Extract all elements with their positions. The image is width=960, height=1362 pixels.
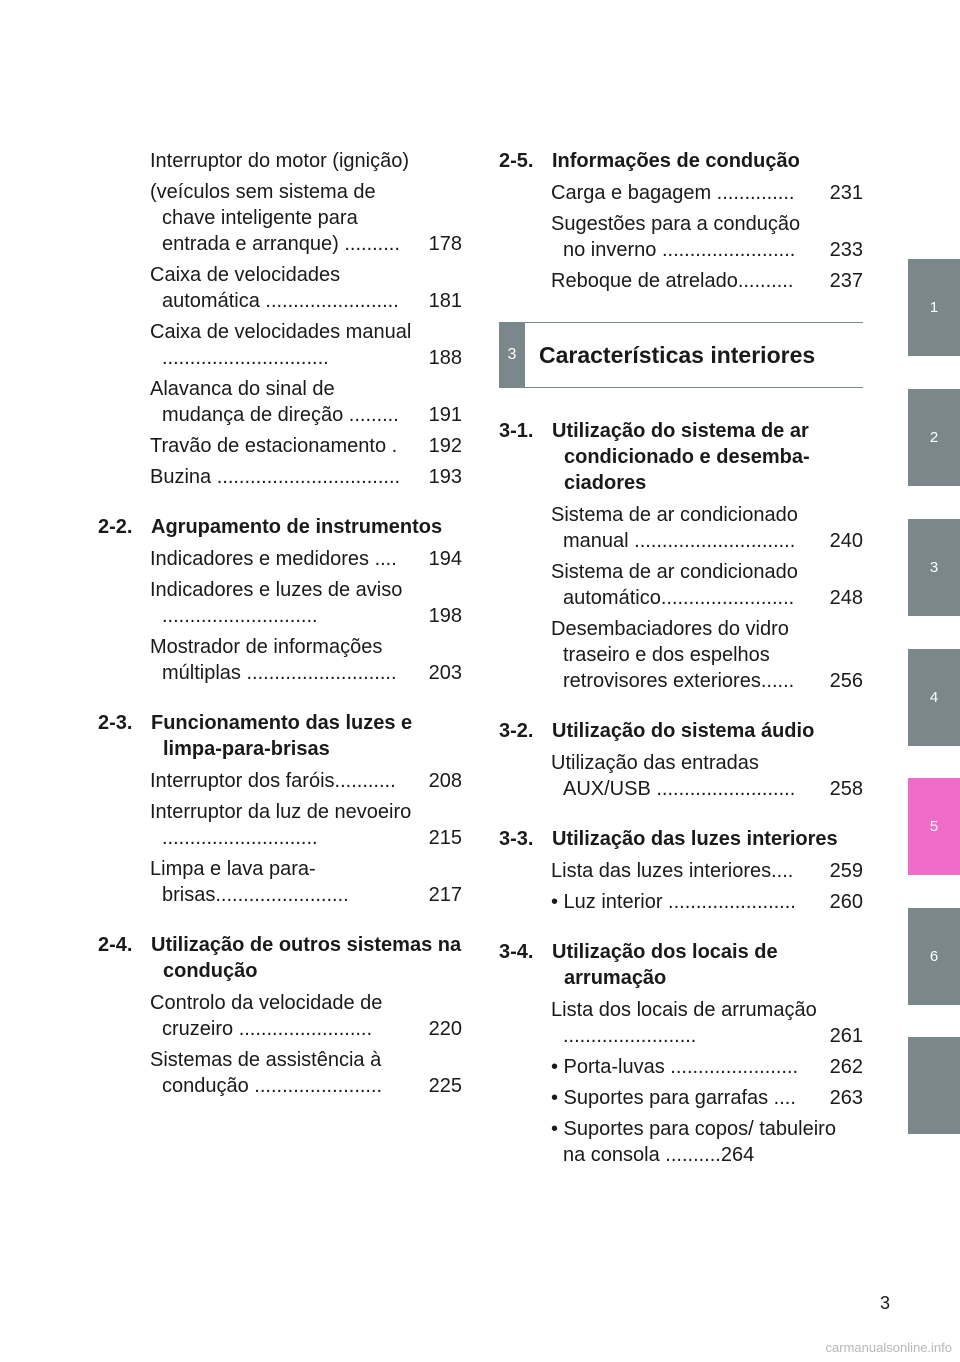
toc-entry[interactable]: [150, 433, 462, 459]
toc-entry-page: 220: [428, 1018, 462, 1040]
section-heading[interactable]: [499, 939, 863, 991]
watermark: carmanualsonline.info: [825, 1340, 952, 1355]
toc-entry-page: 248: [829, 587, 863, 609]
toc-entry-text: • Luz interior .......................: [551, 891, 796, 913]
toc-entry-text: Limpa e lava para-brisas........................: [150, 858, 349, 906]
section-heading[interactable]: [499, 418, 863, 496]
section-title: Utilização do sistema áudio: [552, 720, 815, 742]
toc-entry-text: Carga e bagagem ..............: [551, 182, 795, 204]
chapter-tabs: [908, 0, 960, 1362]
section-3-3: [499, 826, 863, 915]
toc-entry[interactable]: [551, 180, 863, 206]
chapter-tab-index[interactable]: [908, 1037, 960, 1134]
toc-entry-text: Sistemas de assistência à condução .......................: [150, 1049, 383, 1097]
toc-entry-page: 188: [428, 347, 462, 369]
toc-entry-page: 194: [428, 548, 462, 570]
toc-entry-page: 263: [829, 1087, 863, 1109]
section-heading[interactable]: [98, 710, 462, 762]
right-column: [499, 148, 863, 1192]
toc-entry[interactable]: [551, 1116, 863, 1168]
toc-entry-text: Alavanca do sinal de mudança de direção .........: [150, 378, 399, 426]
toc-entry[interactable]: [150, 179, 462, 257]
section-number: 2-3.: [98, 712, 133, 734]
toc-entry[interactable]: [150, 376, 462, 428]
left-column: [98, 148, 462, 1123]
toc-entry-page: 256: [829, 670, 863, 692]
section-title: Funcionamento das luzes e limpa-para-brisas: [151, 712, 413, 760]
toc-entry-page: 192: [428, 435, 462, 457]
section-title: Utilização do sistema de ar condicionado e desemba- ciadores: [552, 420, 810, 494]
toc-entry[interactable]: [551, 268, 863, 294]
toc-entry[interactable]: [150, 768, 462, 794]
toc-entry-text: • Suportes para copos/ tabuleiro na consola ..........264: [551, 1118, 836, 1166]
section-title: Utilização das luzes interiores: [552, 828, 838, 850]
toc-entry[interactable]: [551, 502, 863, 554]
section-2-2: [98, 514, 462, 686]
section-number: 2-4.: [98, 934, 133, 956]
chapter-tab-5[interactable]: 5: [908, 778, 960, 875]
toc-entry-text: Utilização das entradas AUX/USB .........................: [551, 752, 796, 800]
toc-entry-text: Interruptor do motor (ignição): [150, 150, 410, 172]
toc-entry[interactable]: [150, 990, 462, 1042]
chapter-number: 3: [499, 323, 525, 387]
toc-entry-text: Desembaciadores do vidro traseiro e dos espelhos retrovisores exteriores......: [551, 618, 795, 692]
toc-entry[interactable]: [150, 148, 462, 174]
toc-entry-page: 181: [428, 290, 462, 312]
section-number: 3-3.: [499, 828, 534, 850]
toc-entry[interactable]: [551, 616, 863, 694]
toc-entry[interactable]: [551, 1085, 863, 1111]
chapter-tab-1[interactable]: 1: [908, 259, 960, 356]
section-3-1: [499, 418, 863, 694]
toc-entry[interactable]: [551, 858, 863, 884]
toc-entry-text: • Suportes para garrafas ....: [551, 1087, 796, 1109]
toc-entry-text: Caixa de velocidades manual ..............................: [150, 321, 412, 369]
toc-entry-text: Lista das luzes interiores....: [551, 860, 794, 882]
section-number: 3-1.: [499, 420, 534, 442]
toc-entry-text: Sugestões para a condução no inverno ........................: [551, 213, 801, 261]
toc-entry-text: Sistema de ar condicionado automático........................: [551, 561, 798, 609]
toc-entry[interactable]: [150, 262, 462, 314]
toc-entry-text: Indicadores e luzes de aviso ............................: [150, 579, 403, 627]
section-heading[interactable]: [98, 932, 462, 984]
toc-entry[interactable]: [551, 750, 863, 802]
section-heading[interactable]: [98, 514, 462, 540]
section-title: Agrupamento de instrumentos: [151, 516, 443, 538]
section-2-1-continued: [98, 148, 462, 490]
toc-entry[interactable]: [150, 634, 462, 686]
toc-entry-page: 191: [428, 404, 462, 426]
toc-entry-text: Caixa de velocidades automática ........................: [150, 264, 399, 312]
toc-entry[interactable]: [551, 889, 863, 915]
section-heading[interactable]: [499, 718, 863, 744]
section-title: Utilização de outros sistemas na condução: [151, 934, 462, 982]
chapter-title: Características interiores: [539, 342, 816, 368]
toc-entry-page: 203: [428, 662, 462, 684]
toc-entry-text: Controlo da velocidade de cruzeiro ........................: [150, 992, 383, 1040]
toc-entry[interactable]: [551, 211, 863, 263]
toc-entry-text: Reboque de atrelado..........: [551, 270, 794, 292]
section-number: 2-5.: [499, 150, 534, 172]
toc-entry[interactable]: [150, 319, 462, 371]
section-heading[interactable]: [499, 148, 863, 174]
toc-entry-page: 262: [829, 1056, 863, 1078]
toc-entry-text: Interruptor da luz de nevoeiro ............................: [150, 801, 412, 849]
toc-entry[interactable]: [150, 856, 462, 908]
section-3-4: [499, 939, 863, 1168]
toc-entry[interactable]: [150, 577, 462, 629]
chapter-tab-3[interactable]: 3: [908, 519, 960, 616]
toc-entry-text: Sistema de ar condicionado manual .............................: [551, 504, 798, 552]
chapter-tab-2[interactable]: 2: [908, 389, 960, 486]
toc-entry-page: 208: [428, 770, 462, 792]
toc-entry[interactable]: [551, 1054, 863, 1080]
toc-entry-text: Interruptor dos faróis...........: [150, 770, 396, 792]
toc-entry-page: 259: [829, 860, 863, 882]
section-heading[interactable]: [499, 826, 863, 852]
toc-entry-text: Buzina .................................: [150, 466, 401, 488]
toc-entry-page: 225: [428, 1075, 462, 1097]
toc-entry-page: 258: [829, 778, 863, 800]
toc-entry[interactable]: [150, 464, 462, 490]
section-3-2: [499, 718, 863, 802]
section-number: 2-2.: [98, 516, 133, 538]
toc-entry-text: Mostrador de informações múltiplas ...........................: [150, 636, 397, 684]
toc-entry-text: Lista dos locais de arrumação ........................: [551, 999, 817, 1047]
section-number: 3-4.: [499, 941, 534, 963]
section-title: Informações de condução: [552, 150, 800, 172]
toc-entry[interactable]: [150, 546, 462, 572]
section-2-5: [499, 148, 863, 294]
toc-entry-page: 198: [428, 605, 462, 627]
toc-entry-page: 261: [829, 1025, 863, 1047]
toc-entry[interactable]: [551, 559, 863, 611]
toc-entry-page: 231: [829, 182, 863, 204]
page-number: 3: [879, 1293, 890, 1313]
toc-entry-page: 237: [829, 270, 863, 292]
toc-entry[interactable]: [551, 997, 863, 1049]
toc-entry[interactable]: [150, 799, 462, 851]
section-number: 3-2.: [499, 720, 534, 742]
toc-entry-page: 193: [428, 466, 462, 488]
chapter-header: [499, 322, 863, 388]
toc-entry-page: 260: [829, 891, 863, 913]
toc-entry-text: (veículos sem sistema de chave inteligente para entrada e arranque) ..........: [150, 181, 400, 255]
section-2-4: [98, 932, 462, 1099]
section-2-3: [98, 710, 462, 908]
section-title: Utilização dos locais de arrumação: [552, 941, 778, 989]
toc-entry-page: 178: [428, 233, 462, 255]
chapter-tab-4[interactable]: 4: [908, 649, 960, 746]
toc-entry-page: 233: [829, 239, 863, 261]
chapter-tab-6[interactable]: 6: [908, 908, 960, 1005]
toc-entry-text: Indicadores e medidores ....: [150, 548, 397, 570]
toc-entry-page: 240: [829, 530, 863, 552]
toc-entry-page: 217: [428, 884, 462, 906]
toc-entry-page: 215: [428, 827, 462, 849]
toc-entry[interactable]: [150, 1047, 462, 1099]
toc-entry-text: Travão de estacionamento .: [150, 435, 398, 457]
toc-entry-text: • Porta-luvas .......................: [551, 1056, 799, 1078]
